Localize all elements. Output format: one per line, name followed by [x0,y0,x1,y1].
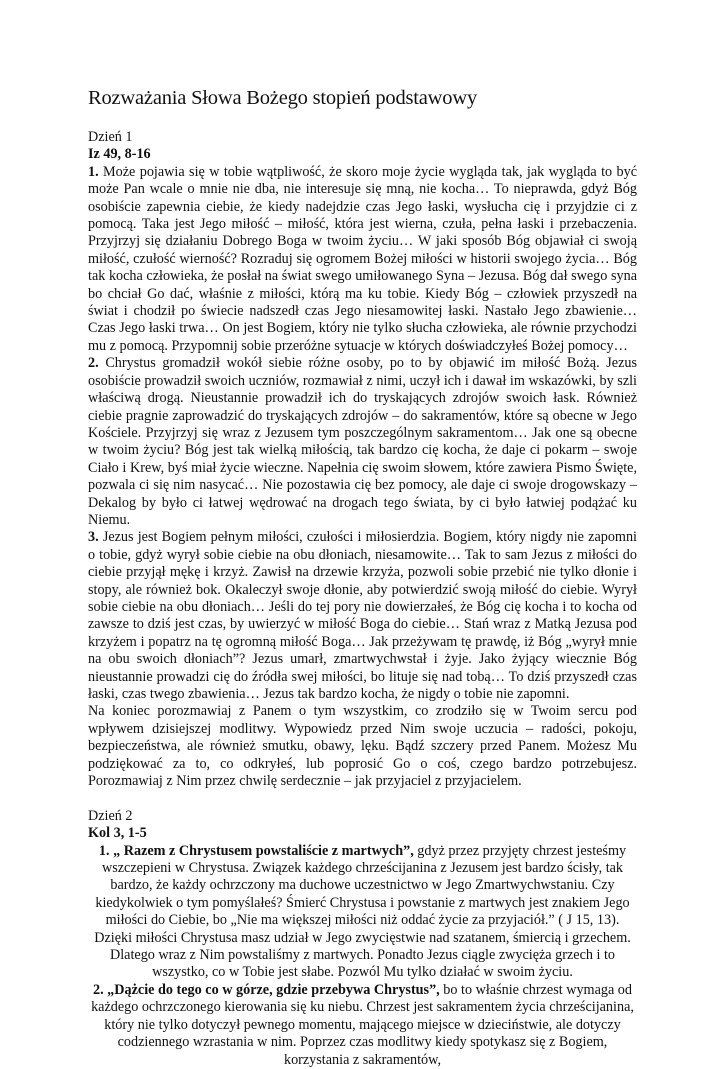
meditation-paragraph [88,529,637,703]
paragraph-text: Na koniec porozmawiaj z Panem o tym wszystkim, co zrodziło się w Twoim sercu pod wpływem dzisiejszej modlitwy. Wypowiedz przed Nim swoje uczucia – radości, pokoju, bezpieczeństwa, ale również smutku, obawy, lęku. Bądź szczery przed Panem. Możesz Mu podziękować za to, co odkryłeś, lub poprosić Go o coś, czego bardzo potrzebujesz. Porozmawiaj z Nim przez chwilę serdecznie – jak przyjaciel z przyjacielem. [88,703,637,790]
paragraph-number: 2. [92,981,104,998]
paragraph-number: 1. [88,163,99,180]
scripture-reference: Iz 49, 8-16 [88,146,151,163]
day-1-section [88,129,637,790]
paragraph-number: 1. [98,842,110,859]
paragraph-number: 3. [88,529,99,546]
paragraph-bold-lead: „ Razem z Chrystusem powstaliście z martwych”, [113,842,414,859]
meditation-paragraph [88,982,637,1069]
day-2-section [88,808,637,1069]
day-label: Dzień 1 [88,129,133,145]
paragraph-text: bo to właśnie chrzest wymaga od każdego ochrzczonego kierowania się ku niebu. Chrzest jest sakramentem życia chrześcijanina, który nie tylko dotyczył pewnego momentu, mającego miejsce w dzieciństwie, ale dotyczy codziennego wzrastania w nim. Poprzez czas modlitwy kiedy spotykasz się z Bogiem, korzystania z sakramentów, [91,981,634,1068]
paragraph-bold-lead: „Dążcie do tego co w górze, gdzie przebywa Chrystus”, [107,981,440,998]
meditation-paragraph [88,355,637,529]
document-title: Rozważania Słowa Bożego stopień podstawowy [88,87,477,109]
paragraph-text: Jezus jest Bogiem pełnym miłości, czułości i miłosierdzia. Bogiem, który nigdy nie zapomni o tobie, gdyż wyrył sobie ciebie na obu dłoniach, niesamowite… Tak to sam Jezus z miłości do ciebie przyjął mękę i krzyż. Zawisł na drzewie krzyża, pozwoli sobie przebić nie tylko dłonie i stopy, ale również bok. Okaleczył swoje dłonie, aby potwierdzić swoją miłość do ciebie. Wyrył sobie ciebie na obu dłoniach… Jeśli do tej pory nie dowierzałeś, że Bóg cię kocha i to kocha od zawsze to dziś jest czas, by uwierzyć w miłość Boga do ciebie… Stań wraz z Matką Jezusa pod krzyżem i popatrz na tę ogromną miłość Boga… Jak przeżywam tę prawdę, iż Bóg „wyrył mnie na obu swoich dłoniach”? Jezus umarł, zmartwychwstał i żyje. Jako żyjący wiecznie Bóg nieustannie prowadzi cię do źródła swej miłości, bo lituje się nad tobą… To dziś przyszedł czas łaski, czas twego zbawienia… Jezus tak bardzo kocha, że nigdy o tobie nie zapomni. [88,529,637,702]
paragraph-text: Może pojawia się w tobie wątpliwość, że skoro moje życie wygląda tak, jak wygląda to być może Pan wcale o mnie nie dba, nie interesuje się mną, nie kocha… To nieprawda, gdyż Bóg osobiście zapewnia ciebie, że kiedy nadejdzie czas Jego łaski, wysłucha cię i przyjdzie ci z pomocą. Taka jest Jego miłość – miłość, która jest wierna, czuła, pełna łaski i przebaczenia. Przyjrzyj się działaniu Dobrego Boga w twoim życiu… W jaki sposób Bóg objawiał ci swoją miłość, czułość wierność? Rozraduj się ogromem Bożej miłości w historii swojego życia… Bóg tak kocha człowieka, że posłał na świat swego umiłowanego Syna – Jezusa. Bóg dał swego syna bo chciał Go dać, właśnie z miłości, którą ma ku tobie. Kiedy Bóg – człowiek przyszedł na świat i chodził po świecie nadszedł czas Jego niesamowitej łaski. Nastało Jego zbawienie… Czas Jego łaski trwa… On jest Bogiem, który nie tylko słucha człowieka, ale równie przychodzi mu z pomocą. Przypomnij sobie przeróżne sytuacje w których doświadczyłeś Bożej pomocy… [88,163,638,354]
closing-prayer-paragraph [88,703,637,790]
meditation-paragraph [88,843,637,982]
paragraph-text: gdyż przez przyjęty chrzest jesteśmy wszczepieni w Chrystusa. Związek każdego chrześcijanina z Jezusem jest bardzo ścisły, tak bardzo, że każdy ochrzczony ma duchowe uczestnictwo w Jego Zmartwychwstaniu. Czy kiedykolwiek o tym pomyślałeś? Śmierć Chrystusa i powstanie z martwych jest znakiem Jego miłości do Ciebie, bo „Nie ma większej miłości niż oddać życie za przyjaciół.” ( J 15, 13). Dzięki miłości Chrystusa masz udział w Jego zwycięstwie nad szatanem, śmiercią i grzechem. Dlatego wraz z Nim powstaliśmy z martwych. Ponadto Jezus ciągle zwycięża grzech i to wszystko, co w Tobie jest słabe. Pozwól Mu tylko działać w swoim życiu. [94,842,631,981]
day-label: Dzień 2 [88,807,133,824]
meditation-paragraph [88,164,637,355]
paragraph-text: Chrystus gromadził wokół siebie różne osoby, po to by objawić im miłość Bożą. Jezus osobiście prowadził swoich uczniów, rozmawiał z nimi, uczył ich i dawał im wskazówki, by szli właściwą drogą. Nieustannie prowadził ich do tryskających zdrojów swoich łask. Również ciebie pragnie zaprowadzić do tryskających zdrojów – do sakramentów, które są obecne w Jego Kościele. Przyjrzyj się wraz z Jezusem tym poszczególnym sakramentom… Jak one są obecne w twoim życiu? Bóg jest tak wielką miłością, tak bardzo cię kocha, że daje ci pokarm – swoje Ciało i Krew, byś miał życie wieczne. Napełnia cię swoim słowem, które zawiera Pismo Święte, pozwala ci się nim nasycać… Nie pozostawia cię bez pomocy, ale daje ci swoje drogowskazy – Dekalog by było ci łatwej wędrować na drogach tego świata, by ci było łatwiej podążać ku Niemu. [88,355,638,528]
scripture-reference: Kol 3, 1-5 [88,825,147,842]
paragraph-number: 2. [88,355,99,372]
